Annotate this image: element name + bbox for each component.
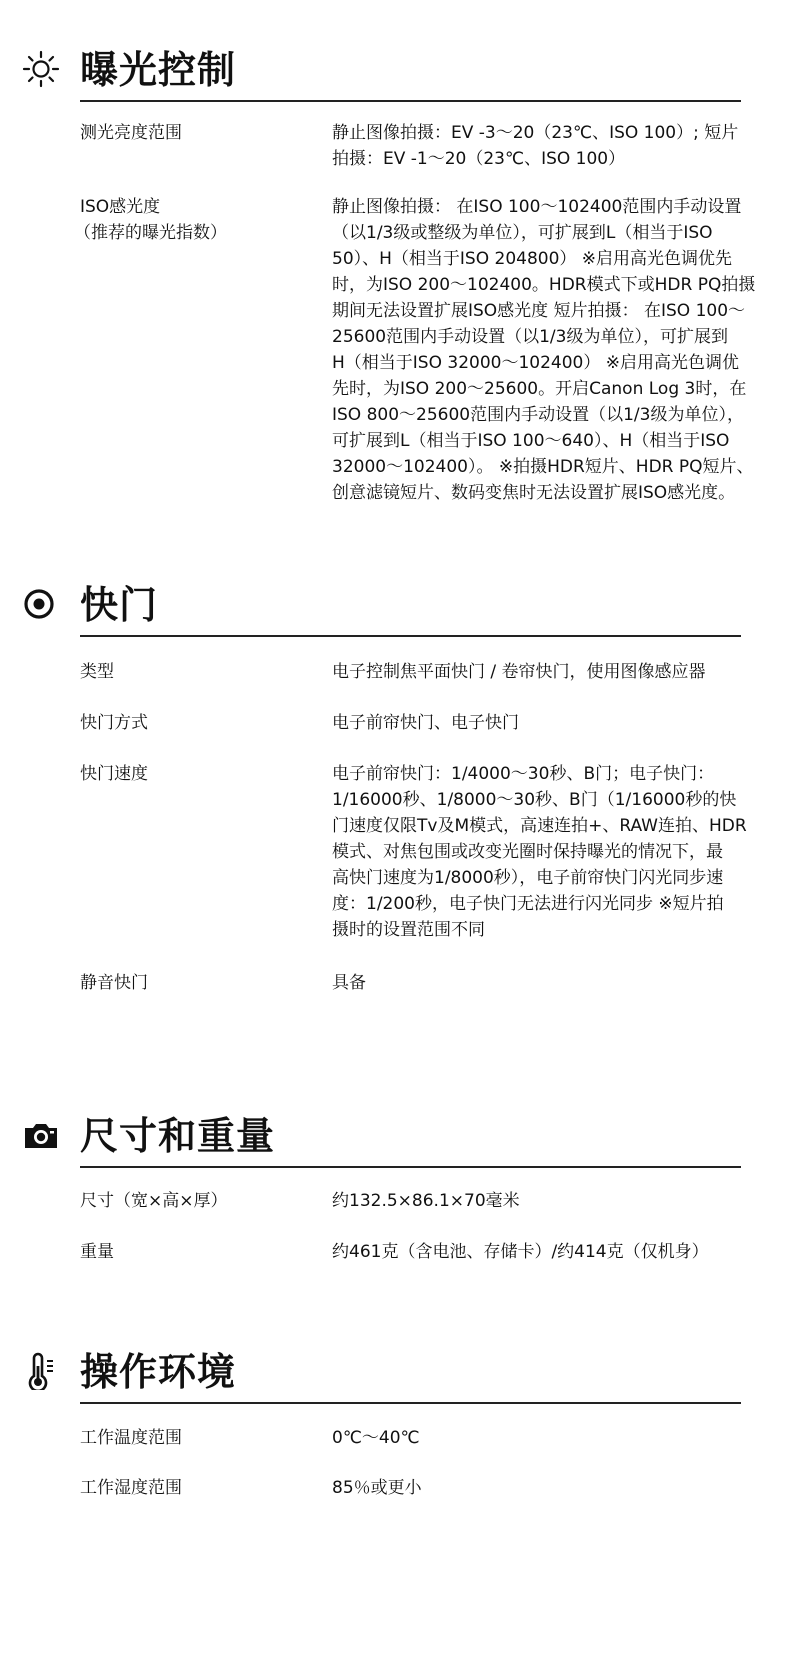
spec-label: 快门速度 bbox=[80, 764, 148, 784]
section-divider bbox=[80, 1166, 741, 1168]
section-title: 快门 bbox=[80, 583, 159, 627]
spec-label: 重量 bbox=[80, 1242, 114, 1262]
spec-value: 电子前帘快门：1/4000～30秒、B门；电子快门： 1/16000秒、1/8000～30秒、B门（1/16000秒的快 门速度仅限Tv及M模式，高速连拍+、RAW连拍、HDR 模式、对焦包围或改变光圈时保持曝光的情况下，最 高快门速度为1/8000秒），电子前帘快门闪光同步速 度：1/200秒，电子快门无法进行闪光同步 ※短片拍 摄时的设置范围不同 bbox=[332, 764, 747, 940]
section-header bbox=[0, 42, 790, 98]
spec-label: 测光亮度范围 bbox=[80, 123, 182, 143]
spec-value: 具备 bbox=[332, 973, 366, 993]
spec-label: 工作湿度范围 bbox=[80, 1478, 182, 1498]
section-title: 操作环境 bbox=[80, 1350, 237, 1394]
section-operating-environment bbox=[0, 1344, 790, 1498]
spec-value: 静止图像拍摄：EV -3～20（23℃、ISO 100）; 短片 拍摄：EV -1～20（23℃、ISO 100） bbox=[332, 123, 739, 169]
spec-label: 静音快门 bbox=[80, 973, 148, 993]
spec-value: 电子控制焦平面快门 / 卷帘快门，使用图像感应器 bbox=[332, 662, 706, 682]
spec-label-sub: （推荐的曝光指数） bbox=[74, 223, 227, 243]
spec-value: 电子前帘快门、电子快门 bbox=[332, 713, 519, 733]
spec-value: 约132.5×86.1×70毫米 bbox=[332, 1191, 520, 1211]
spec-label: 尺寸（宽×高×厚） bbox=[80, 1191, 228, 1211]
section-divider bbox=[80, 100, 741, 102]
spec-label: 类型 bbox=[80, 662, 114, 682]
section-divider bbox=[80, 635, 741, 637]
thermometer-icon bbox=[22, 1352, 60, 1390]
spec-value: 85％或更小 bbox=[332, 1478, 422, 1498]
section-exposure-control bbox=[0, 42, 790, 503]
shutter-icon bbox=[22, 585, 60, 623]
spec-label: ISO感光度 bbox=[80, 197, 161, 217]
spec-value: 静止图像拍摄： 在ISO 100～102400范围内手动设置 （以1/3级或整级为单位），可扩展到L（相当于ISO 50）、H（相当于ISO 204800） ※启用高光色调优先 时，为ISO 200～102400。HDR模式下或HDR PQ拍摄 期间无法设置扩展ISO感光度 短片拍摄： 在ISO 100～ 25600范围内手动设置（以1/3级为单位），可扩展到 H（相当于ISO 32000～102400） ※启用高光色调优 先时，为ISO 200～25600。开启Canon Log 3时，在 ISO 800～25600范围内手动设置（以1/3级为单位）， 可扩展到L（相当于ISO 100～640）、H（相当于ISO 32000～102400）。 ※拍摄HDR短片、HDR PQ短片、 创意滤镜短片、数码变焦时无法设置扩展ISO感光度。 bbox=[332, 197, 756, 503]
section-shutter bbox=[0, 577, 790, 993]
sun-icon bbox=[22, 50, 60, 88]
camera-icon bbox=[22, 1116, 60, 1154]
spec-label: 工作温度范围 bbox=[80, 1428, 182, 1448]
section-dimensions-weight bbox=[0, 1108, 790, 1262]
spec-label: 快门方式 bbox=[80, 713, 148, 733]
spec-value: 0℃～40℃ bbox=[332, 1428, 420, 1448]
section-title: 曝光控制 bbox=[80, 48, 237, 92]
spec-value: 约461克（含电池、存储卡）/约414克（仅机身） bbox=[332, 1242, 709, 1262]
section-header bbox=[0, 577, 790, 633]
section-header bbox=[0, 1344, 790, 1400]
section-divider bbox=[80, 1402, 741, 1404]
section-header bbox=[0, 1108, 790, 1164]
section-title: 尺寸和重量 bbox=[80, 1114, 276, 1158]
